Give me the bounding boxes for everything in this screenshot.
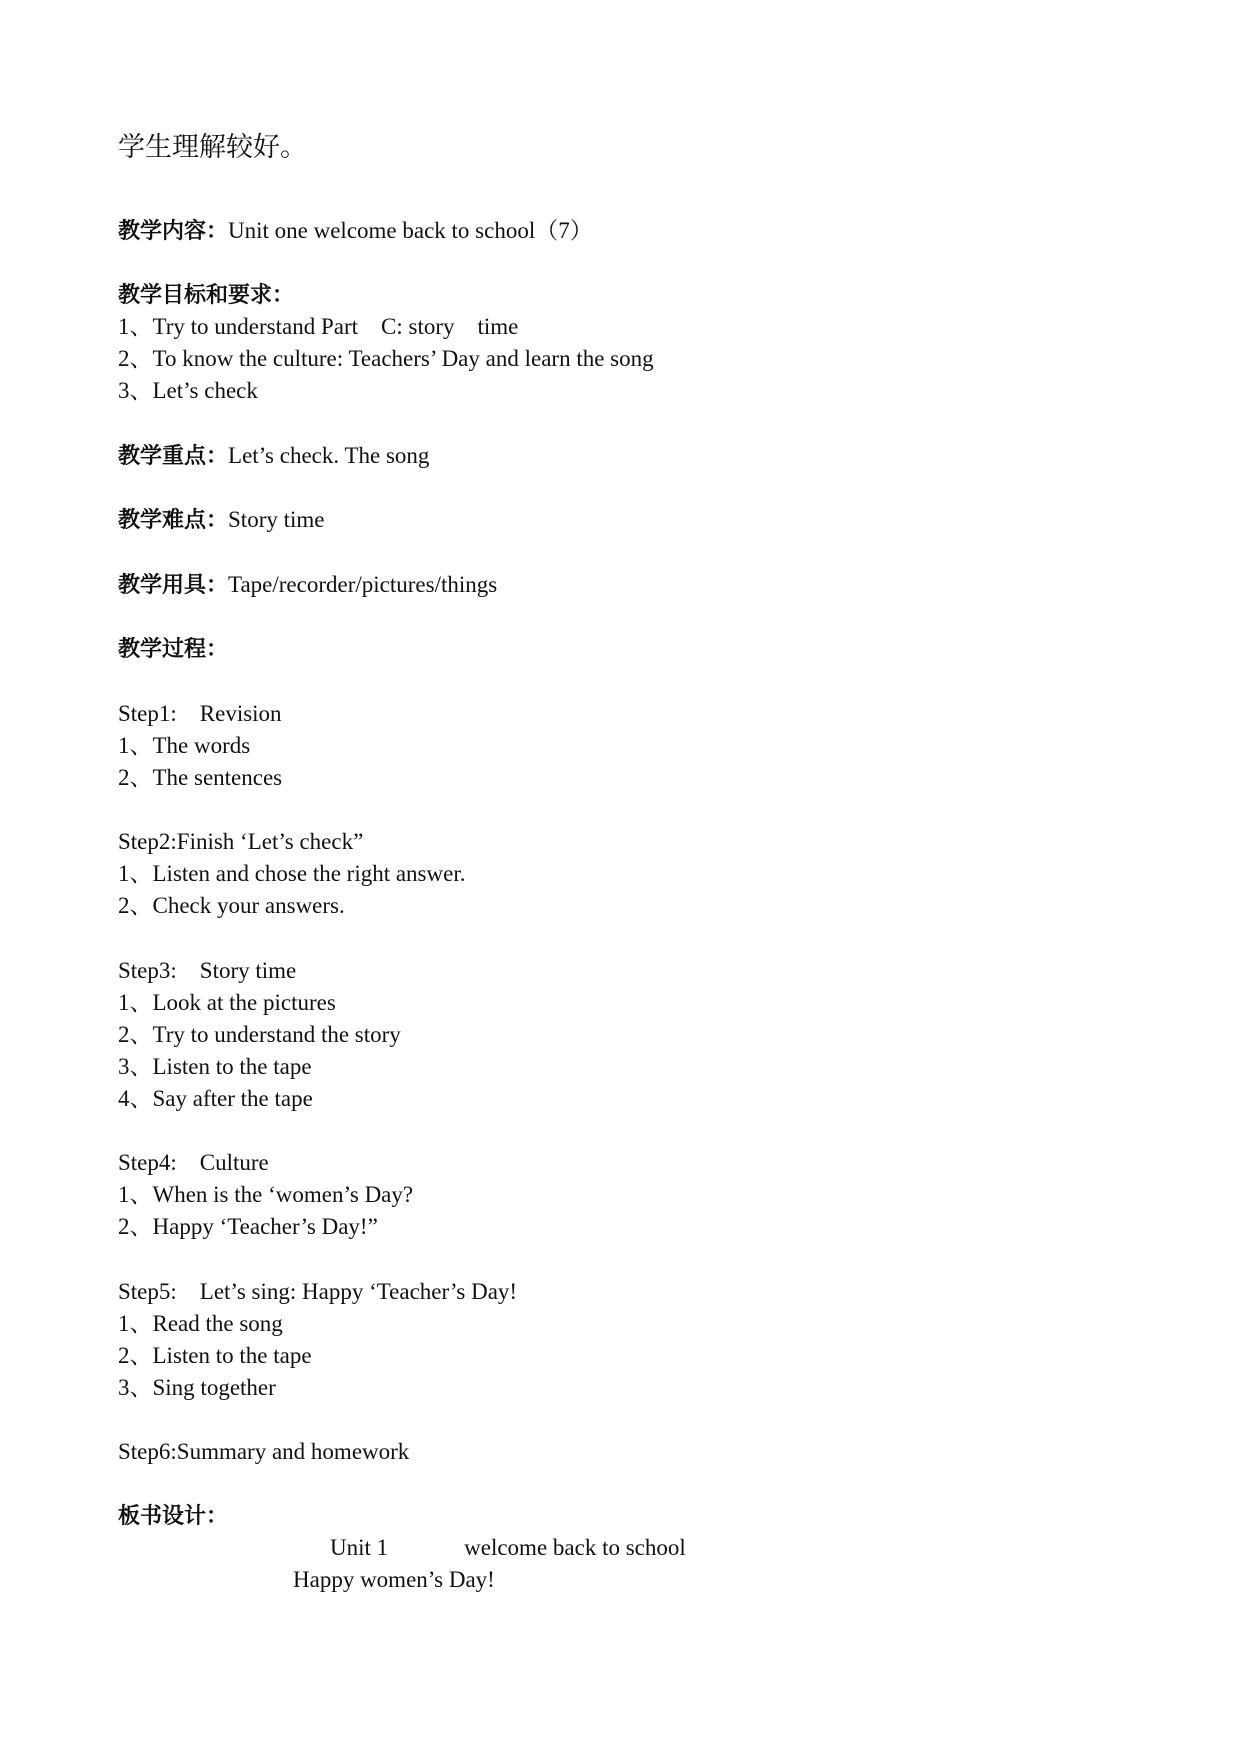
step-item: 2、The sentences xyxy=(118,765,283,790)
board-line-2: Happy women’s Day! xyxy=(293,1567,495,1592)
step-item: 2、Check your answers. xyxy=(118,893,345,918)
step-item: 1、Look at the pictures xyxy=(118,990,336,1015)
step-title: Step3: Story time xyxy=(118,958,297,983)
board-label: 板书设计： xyxy=(118,1504,229,1529)
difficulty-label: 教学难点： xyxy=(118,508,229,533)
tools-value: Tape/recorder/pictures/things xyxy=(228,572,498,597)
goal-item: 3、Let’s check xyxy=(118,378,258,403)
step-title: Step6:Summary and homework xyxy=(118,1439,410,1464)
difficulty-value: Story time xyxy=(228,507,325,532)
content-label: 教学内容： xyxy=(118,219,229,244)
step-item: 4、Say after the tape xyxy=(118,1086,313,1111)
goals-heading xyxy=(118,280,294,311)
step-item: 1、Read the song xyxy=(118,1311,283,1336)
board-heading xyxy=(118,1501,228,1532)
board-unit: Unit 1 xyxy=(330,1535,389,1560)
tools-row xyxy=(118,570,497,601)
key-value: Let’s check. The song xyxy=(228,443,430,468)
key-row xyxy=(118,441,429,472)
step-item: 1、When is the ‘women’s Day? xyxy=(118,1182,414,1207)
step-item: 1、The words xyxy=(118,733,251,758)
step-item: 3、Sing together xyxy=(118,1375,276,1400)
step-title: Step2:Finish ‘Let’s check” xyxy=(118,829,364,854)
board-title: welcome back to school xyxy=(464,1535,686,1560)
content-value: Unit one welcome back to school（7） xyxy=(228,218,593,243)
tools-label: 教学用具： xyxy=(118,573,229,598)
step-item: 1、Listen and chose the right answer. xyxy=(118,861,466,886)
step-item: 2、Try to understand the story xyxy=(118,1022,401,1047)
goal-item: 1、Try to understand Part C: story time xyxy=(118,314,519,339)
content-row xyxy=(118,216,593,247)
step-title: Step1: Revision xyxy=(118,701,282,726)
step-item: 2、Happy ‘Teacher’s Day!” xyxy=(118,1214,378,1239)
intro-text: 学生理解较好。 xyxy=(118,132,307,162)
board-line-1 xyxy=(330,1533,686,1563)
step-title: Step4: Culture xyxy=(118,1150,269,1175)
difficulty-row xyxy=(118,505,325,536)
process-heading xyxy=(118,634,228,665)
goal-item: 2、To know the culture: Teachers’ Day and learn the song xyxy=(118,346,654,371)
step-item: 2、Listen to the tape xyxy=(118,1343,312,1368)
goals-label: 教学目标和要求： xyxy=(118,283,295,308)
step-title: Step5: Let’s sing: Happy ‘Teacher’s Day! xyxy=(118,1279,518,1304)
key-label: 教学重点： xyxy=(118,444,229,469)
process-label: 教学过程： xyxy=(118,637,229,662)
step-item: 3、Listen to the tape xyxy=(118,1054,312,1079)
